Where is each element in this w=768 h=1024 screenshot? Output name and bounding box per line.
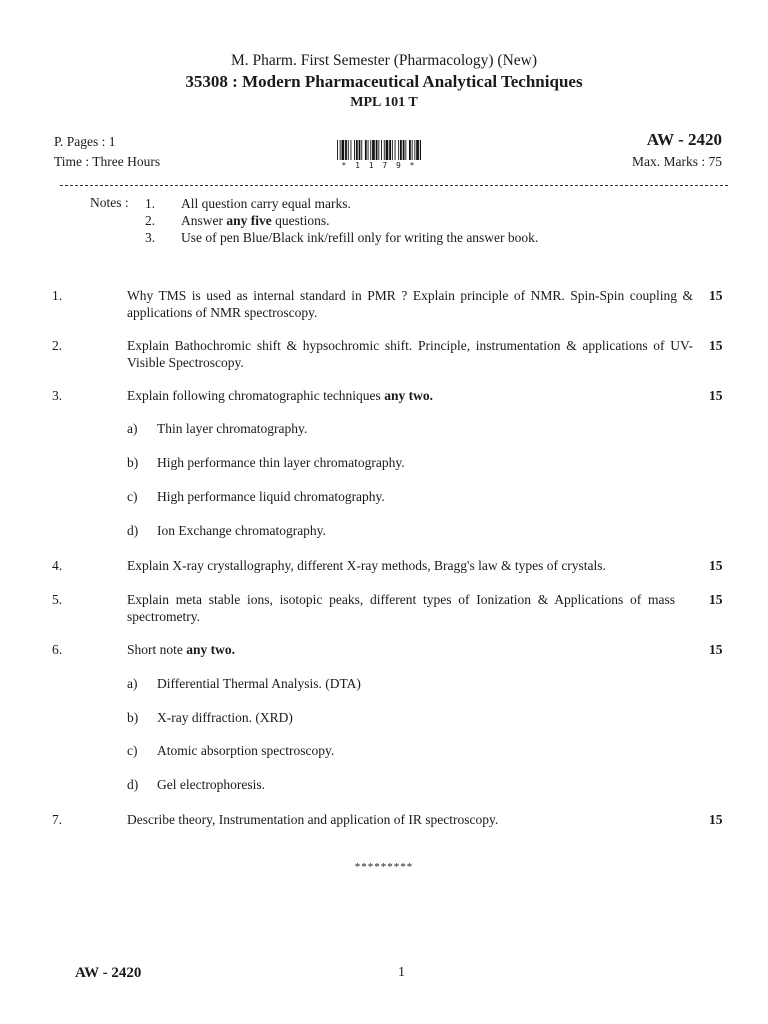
page-count: P. Pages : 1 — [54, 134, 116, 149]
sub-question: b) X-ray diffraction. (XRD) — [127, 710, 293, 725]
note-item — [145, 229, 538, 246]
question-text: Short note any two. — [127, 642, 236, 657]
question-text: Explain X-ray crystallography, different X-ray methods, Bragg's law & types of crystals. — [127, 558, 606, 573]
meta-left — [54, 132, 160, 172]
note-number: 1. — [145, 196, 156, 211]
question-marks: 15 — [709, 388, 723, 403]
paper-title: 35308 : Modern Pharmaceutical Analytical Techniques — [185, 72, 583, 91]
question-number: 3. — [52, 388, 63, 403]
question-marks: 15 — [709, 592, 723, 607]
question-text: Describe theory, Instrumentation and application of IR spectroscopy. — [127, 812, 499, 827]
end-marker: ********* — [354, 861, 414, 873]
question-number: 6. — [52, 642, 63, 657]
max-marks: Max. Marks : 75 — [632, 154, 722, 169]
note-number: 2. — [145, 213, 156, 228]
sub-question: d) Ion Exchange chromatography. — [127, 523, 326, 538]
sub-question: d) Gel electrophoresis. — [127, 777, 265, 792]
barcode-number: * 1 1 7 9 * — [341, 161, 417, 170]
duration: Time : Three Hours — [54, 154, 161, 169]
course-heading: M. Pharm. First Semester (Pharmacology) (New) — [230, 52, 538, 69]
question-number: 2. — [52, 338, 63, 353]
sub-question: c) Atomic absorption spectroscopy. — [127, 743, 335, 758]
sub-question: a) Differential Thermal Analysis. (DTA) — [127, 676, 361, 691]
subject-code: MPL 101 T — [350, 95, 418, 110]
note-text: Answer any five questions. — [181, 213, 330, 228]
question-marks: 15 — [709, 288, 723, 303]
question-text: Explain following chromatographic techniques any two. — [127, 388, 433, 403]
separator-line — [60, 185, 728, 186]
question-marks: 15 — [709, 338, 723, 353]
note-number: 3. — [145, 230, 156, 245]
footer-paper-code: AW - 2420 — [75, 965, 142, 981]
question-number: 7. — [52, 812, 63, 827]
question-number: 5. — [52, 592, 63, 607]
note-text: All question carry equal marks. — [181, 196, 351, 211]
question-marks: 15 — [709, 642, 723, 657]
question-marks: 15 — [709, 558, 723, 573]
notes-label: Notes : — [90, 195, 129, 210]
question-text: Why TMS is used as internal standard in PMR ? Explain principle of NMR. Spin-Spin coupling & applications of NMR spectroscopy. — [127, 288, 693, 320]
question-marks: 15 — [709, 812, 723, 827]
sub-question: b) High performance thin layer chromatography. — [127, 455, 405, 470]
question-number: 1. — [52, 288, 63, 303]
question-text: Explain meta stable ions, isotopic peaks, different types of Ionization & Applications of mass spectrometry. — [127, 592, 675, 624]
sub-question: a) Thin layer chromatography. — [127, 421, 308, 436]
paper-code: AW - 2420 — [646, 130, 722, 149]
question-number: 4. — [52, 558, 63, 573]
page-number: 1 — [398, 965, 405, 980]
notes-list — [145, 195, 538, 246]
meta-right — [632, 128, 722, 172]
question-text: Explain Bathochromic shift & hypsochromic shift. Principle, instrumentation & applications of UV-Visible Spectroscopy. — [127, 338, 693, 370]
note-text: Use of pen Blue/Black ink/refill only for writing the answer book. — [181, 230, 539, 245]
note-item — [145, 195, 538, 212]
note-item — [145, 212, 538, 229]
barcode-image — [337, 140, 421, 160]
sub-question: c) High performance liquid chromatography. — [127, 489, 385, 504]
